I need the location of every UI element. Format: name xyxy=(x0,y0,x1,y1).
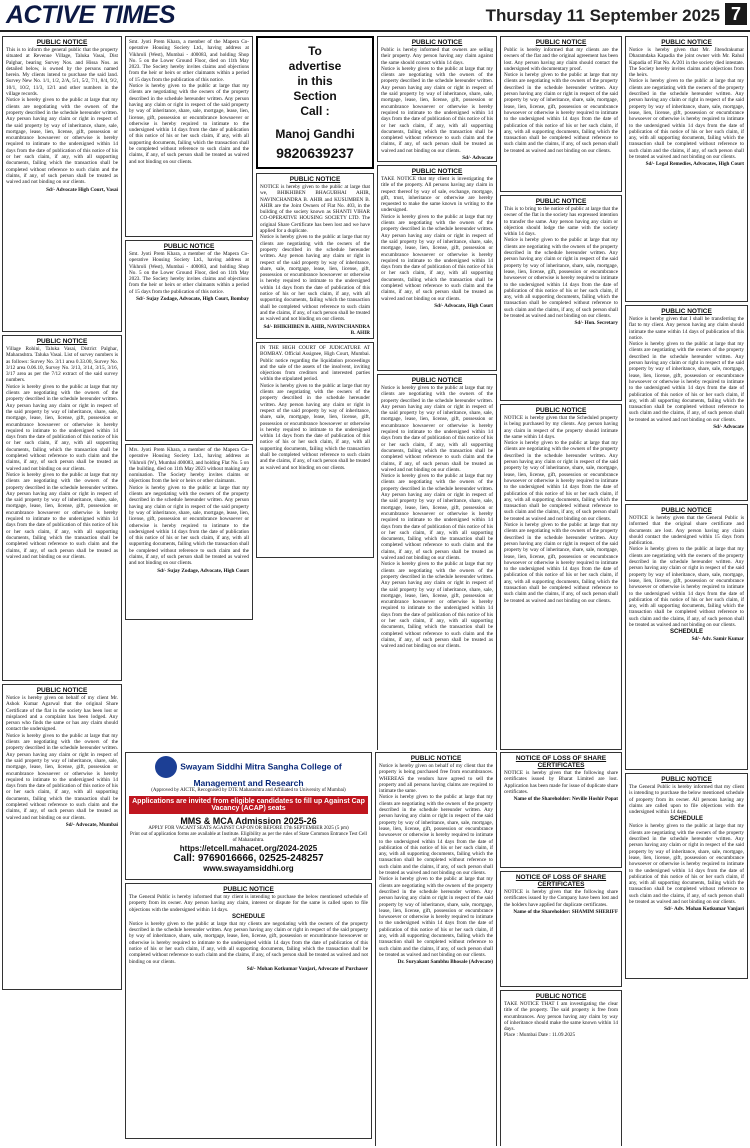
notice-body: Notice is hereby given to the public at large that my clients are negotiating with the owners of the property described in the schedule hereunder written. Any person having any claim or right in respect of the said property by way of inheritance, share, sale, mortgage, lease, lien, license, gift, possession or encumbrance howsoever or otherwise is hereby required to intimate to the undersigned within 14 days from the date of publication of this notice of his or her such claim, if any, with all supporting documents, failing which the transaction shall be completed without reference to such claim and the claims, if any, of such person shall be treated as waived and not binding on our clients. xyxy=(129,484,249,567)
notice-signature: Sd/- Adv. Mohan Kotkumar Vanjari xyxy=(664,906,744,913)
notice-heading: PUBLIC NOTICE xyxy=(223,886,274,893)
notice-body: Notice is hereby given to the public at large that my clients are negotiating with the owners of the property described in the schedule hereunder written. Any person having any claim or right in respect of the said property by way of inheritance, share, sale, mortgage, lease, lien, license, gift, possession or encumbrance howsoever or otherwise is hereby required to intimate to the undersigned within 14 days from the date of publication of this notice of his or her such claim, if any, with all supporting documents, failing which the transaction shall be completed without reference to such claim and the claims, if any, of such person shall be treated as waived and not binding on our clients. xyxy=(6,732,118,821)
public-notice xyxy=(125,444,253,620)
notice-body: Notice is hereby given that I shall be transferring the flat to my client. Any person having any claim should intimate the same within 14 days of publication of this notice. xyxy=(629,316,744,341)
column-2 xyxy=(125,36,253,750)
college-website: www.swayamsiddhi.org xyxy=(203,864,294,873)
notice-heading: PUBLIC NOTICE xyxy=(36,338,88,345)
notice-signature: Sd/- Advocate, High Court xyxy=(434,302,493,309)
notice-body: Notice is hereby given to the public at large that my clients are negotiating with the owners of the property described in the schedule hereunder written. Any person having any claim or right in respect of the said property by way of inheritance, share, sale, mortgage, lease, lien, license, gift, possession or encumbrance howsoever or otherwise is hereby required to intimate to the undersigned within 14 days from the date of publication of this notice of his or her such claim, if any, with all supporting documents, failing which the transaction shall be completed without reference to such claim and the claims, if any, of such person shall be treated as waived and not binding on our clients. xyxy=(379,876,493,958)
ad-contact-name: Manoj Gandhi xyxy=(275,127,355,141)
notice-body: Mrs. Jyoti Prem Khara, a member of the Mapera Co-operative Housing Society Ltd., having address at Vikhroli (W), Mumbai 400083, and holding Flat No. 5 on the building, died on 11th May 2023 without making any nomination. The Society hereby invites claims or objections from the heir or heirs or other claimants. xyxy=(129,447,249,485)
column-4 xyxy=(377,36,497,750)
college-admission-ad xyxy=(125,752,372,880)
notice-body: Village Rohini, Taluka Vasai, District Palghar, Maharashtra. Taluka Vasai. List of survey numbers is as follows: Survey No. 3/11 area 0.33.00, Survey No. 3/12 area 0.06.10, Survey No. 3/13, 3/14, 3/15, 3/16, 3/17 area as per the 7/12 extract of the said survey numbers. xyxy=(6,346,118,384)
public-notice xyxy=(500,36,622,192)
notice-body: Notice is hereby given to the public at large that my clients are negotiating with the owners of the property described in the schedule hereunder written. Any person having any claim or right in respect of the said property by way of inheritance, share, sale, mortgage, lease, lien, license, gift, possession or encumbrance howsoever or otherwise is hereby required to intimate to the undersigned within 14 days from the date of publication of this notice of his or her such claim, if any, with all supporting documents, failing which the transaction shall be completed without reference to such claim and the claims, if any, of such person shall be treated as waived and not binding on our clients. xyxy=(129,83,249,165)
public-notice xyxy=(2,684,122,990)
page-number: 7 xyxy=(725,3,747,25)
public-notice xyxy=(375,752,497,1146)
notice-body: Notice is hereby given to the public at large that my clients are negotiating with the owners of the property described in the schedule hereunder written. Any person having any claim or right in respect of the said property by way of inheritance, share, sale, mortgage, lease, lien, license, gift, possession or encumbrance howsoever or otherwise is hereby required to intimate to the undersigned within 14 days from the date of publication of this notice of his or her such claim, if any, with all supporting documents, failing which the transaction shall be completed without reference to such claim and the claims, if any, of such person shall be treated as waived and not binding on our clients. xyxy=(381,213,493,302)
ad-phone: 9820639237 xyxy=(276,145,354,161)
issue-date: Thursday 11 September 2025 xyxy=(485,6,720,25)
notice-body: Notice is hereby given to the public at large that my clients are negotiating with the owners of the property described in the schedule hereunder written. Any person having any claim or right in respect of the said property by way of inheritance, share, sale, mortgage, lease, lien, license, gift, possession or encumbrance howsoever or otherwise is hereby required to intimate to the undersigned within 14 days from the date of publication of this notice of his or her such claim, if any, with all supporting documents, failing which the transaction shall be completed without reference to such claim and the claims, if any, of such person shall be treated as waived and not binding on our clients. xyxy=(381,385,493,473)
notice-heading: PUBLIC NOTICE xyxy=(411,39,463,46)
notice-body: Smt. Jyoti Prem Khara, a member of the Mapera Co-operative Housing Society Ltd., having address at Vikhroli (West), Mumbai - 400083, and holding Shop No. 5 on the Lower Ground Floor, died on 11th May 2023. The Society hereby invites claims and objections from the heir or heirs or other claimants within a period of 15 days from the publication of this notice. xyxy=(129,39,249,83)
notice-body: Public is hereby informed that owners are selling their property. Any person having any claim against the same should contact within 14 days. xyxy=(381,47,493,66)
lower-right-block xyxy=(500,752,622,1146)
notice-heading: NOTICE OF LOSS OF SHARE CERTIFICATES xyxy=(515,874,607,888)
column-3 xyxy=(256,36,374,750)
notice-heading: PUBLIC NOTICE xyxy=(410,755,462,762)
schedule-heading: SCHEDULE xyxy=(231,913,265,920)
notice-body: Notice is hereby given on behalf of my client Mr. Ashok Kumar Agarwal that the original Share Certificate of the flat in the society has been lost or misplaced and a complaint has been lodged. Any person who finds the same or has any claim should contact the undersigned. xyxy=(6,695,118,733)
admission-banner: Applications are invited from eligible candidates to fill up Against Cap Vacancy (ACAP) seats xyxy=(129,796,368,814)
cet-website: https://etcell.mahacet.org/2024-2025 xyxy=(179,844,318,853)
public-notice xyxy=(625,504,748,770)
notice-body: Notice is hereby given to the public at large that my clients are negotiating with the owners of the property described in the schedule hereunder written. Any person having any claim or right in respect of the said property by way of inheritance, share, sale, mortgage, lease, lien, license, gift, possession or encumbrance howsoever or otherwise is hereby required to intimate to the undersigned within 14 days from the date of publication of this notice of his or her such claim, if any, with all supporting documents, failing which the transaction shall be completed without reference to such claim and the claims, if any, of such person shall be treated as waived and not binding on our clients. xyxy=(629,823,744,906)
notice-signature: Sd/- Adv. Samir Kumar xyxy=(691,636,744,643)
notice-body: Notice is hereby given to the public at large that my clients are negotiating with the owners of the property described in the schedule hereunder written. Any person having any claim or right in respect of the said property by way of inheritance, share, sale, mortgage, lease, lien, license, gift, possession or encumbrance howsoever or otherwise is hereby required to intimate to the undersigned within 14 days from the date of publication of this notice of his or her such claim, if any, with all supporting documents, failing which the transaction shall be completed without reference to such claim and the claims, if any, of such person shall be treated as waived and not binding on our clients. xyxy=(629,341,744,423)
column-5 xyxy=(500,36,622,750)
notice-body: Notice is hereby given to the public at large that my clients are negotiating with the owners of the property described in the schedule hereunder written. Any person having any claim or right in respect of the said property by way of inheritance, share, sale, mortgage, lease, lien, license, gift, possession or encumbrance howsoever or otherwise is hereby required to intimate to the undersigned within 14 days from the date of publication of this notice of his or her such claim, if any, with all supporting documents, failing which the transaction shall be completed without reference to such claim and the claims, if any, of such person shall be treated as waived and not binding on our clients. xyxy=(504,440,618,522)
notice-body: Notice is hereby given to the public at large that my clients are negotiating with the owners of the property described in the schedule hereunder written. Any person having any claim or right in respect of the said property by way of inheritance, share, sale, mortgage, lease, lien, license, gift, possession or encumbrance howsoever or otherwise is hereby required to intimate to the undersigned within 14 days from the date of publication of this notice of his or her such claim, if any, with all supporting documents, failing which the transaction shall be completed without reference to such claim and the claims, if any, of such person shall be treated as waived and not binding on our clients. xyxy=(6,471,118,560)
notice-signature: Name of the Shareholder: Neville Hoshir Popat xyxy=(513,796,618,803)
public-notice xyxy=(2,335,122,681)
college-affiliation: (Approved by AICTE, Recognised by DTE Maharashtra and Affiliated to University of Mumbai) xyxy=(151,788,346,793)
notice-heading: PUBLIC NOTICE xyxy=(661,39,712,46)
college-name: Swayam Siddhi Mitra Sangha College of Management and Research xyxy=(129,756,368,788)
notice-body: Notice is hereby given to the public at large that my clients are negotiating with the owners of the property described in the schedule hereunder written. Any person having any claim or right in respect of the said property by way of inheritance, share, sale, mortgage, lease, lien, license, gift, possession or encumbrance howsoever or otherwise is hereby required to intimate to the undersigned within 14 days from the date of publication of this notice of his or her such claim, if any, with all supporting documents, failing which the transaction shall be completed without reference to such claim and the claims, if any, of such person shall be treated as waived and not binding on our clients. xyxy=(6,97,118,186)
public-notice xyxy=(625,773,748,979)
lower-left-block xyxy=(125,752,372,1146)
notice-heading: PUBLIC NOTICE xyxy=(535,407,587,414)
ad-line: To xyxy=(308,44,322,58)
public-notice xyxy=(625,36,748,302)
notice-body: This is to bring to the notice of public at large that the owner of the flat in the society has expressed intention to transfer the same. Any person having any claim or objection should lodge the same with the society within 14 days. xyxy=(504,206,618,238)
newspaper-title: ACTIVE TIMES xyxy=(6,1,176,29)
notice-signature: Dr. Suryakant Sambhu Bhosale (Advocate) xyxy=(397,959,493,966)
public-notice xyxy=(500,990,622,1146)
notice-body: Public is hereby informed that my clients are the owners of the flat and the original agreement has been lost. Any person having any claim should contact the undersigned with documentary proof. xyxy=(504,47,618,72)
public-notice xyxy=(377,165,497,371)
college-phone: Call: 9769016666, 02525-248257 xyxy=(173,853,324,864)
schedule-heading: SCHEDULE xyxy=(669,816,703,823)
notice-body: Notice is hereby given to the public at large that my clients are negotiating with the owners of the property described in the schedule hereunder written. Any person having any claim or right in respect of the said property by way of inheritance, share, sale, mortgage, lease, lien, license, gift, possession or encumbrance howsoever or otherwise is hereby required to intimate to the undersigned within 14 days from the date of publication of this notice of his or her such claim, if any, with all supporting documents, failing which the transaction shall be completed without reference to such claim and the claims, if any, of such person shall be treated as waived and not binding on our clients. xyxy=(381,473,493,562)
notice-heading: PUBLIC NOTICE xyxy=(36,39,88,46)
notice-body: Notice is hereby given to the public at large that my clients are negotiating with the owners of the property described in the schedule hereunder written. Any person having any claim or right in respect of the said property by way of inheritance, share, sale, mortgage, lease, lien, license, gift, possession or encumbrance howsoever or otherwise is hereby required to intimate to the undersigned within 14 days from the date of publication of this notice of his or her such claim, if any, with all supporting documents, failing which the transaction shall be completed without reference to such claim and the claims, if any, of such person shall be treated as waived and not binding on our clients. xyxy=(504,237,618,320)
public-notice xyxy=(125,36,253,237)
notice-body: Notice is hereby given to the public at large that my clients are negotiating with the owners of the property described in the schedule hereunder written. Any person having any claim or right in respect of the said property by way of inheritance, share, sale, mortgage, lease, lien, license, gift, possession or encumbrance howsoever or otherwise is hereby required to intimate to the undersigned within 14 days from the date of publication of this notice of his or her such claim, if any, with all supporting documents, failing which the transaction shall be completed without reference to such claim and the claims, if any, of such person shall be treated as waived and not binding on our clients. xyxy=(504,522,618,604)
advertise-box xyxy=(256,36,374,169)
notice-body: Notice is hereby given to the public at large that my clients are negotiating with the owners of the property described in the schedule hereunder written. Any person having any claim or right in respect of the said property by way of inheritance, share, sale, mortgage, lease, lien, license, gift, possession or encumbrance howsoever or otherwise is hereby required to intimate to the undersigned within 14 days from the date of publication of this notice of his or her such claim, if any, with all supporting documents, failing which the transaction shall be completed without reference to such claim and the claims, if any, of such person shall be treated as waived and not binding on our clients. xyxy=(629,546,744,629)
notice-body: Notice is hereby given to the public at large that my clients are negotiating with the owners of the property described in the schedule hereunder written. Any person having any claim or right in respect of the said property by way of inheritance, share, sale, mortgage, lease, lien, license, gift, possession or encumbrance howsoever or otherwise is hereby required to intimate to the undersigned within 14 days from the date of publication of this notice of his or her such claim, if any, with all supporting documents, failing which the transaction shall be completed without reference to such claim and the claims, if any, of such person shall be treated as waived and not binding on our clients. xyxy=(6,383,118,472)
notice-heading: PUBLIC NOTICE xyxy=(36,687,88,694)
notice-signature: Sd/- BHIKHIBEN B. AHIR, NAVINCHANDRA B. AHIR xyxy=(263,323,370,336)
public-notice xyxy=(125,240,253,441)
public-notice xyxy=(625,305,748,501)
notice-body: IN THE HIGH COURT OF JUDICATURE AT BOMBAY. Official Assignee, High Court, Mumbai. Public notice regarding the liquidation proceedings and the sale of the assets of the insolvent, inviting objections from creditors and interested parties within the stipulated period. xyxy=(260,345,370,383)
notice-signature: Sd/- Legal Remedies, Advocates, High Court xyxy=(645,161,744,168)
ad-line: advertise xyxy=(288,59,342,73)
eligibility-note: Print out of application forms are available at Institute. Eligibility as per the rules of State Common Entrance Test Cell of Maharashtra. xyxy=(130,832,367,843)
notice-heading: PUBLIC NOTICE xyxy=(661,507,712,514)
notice-body: Notice is hereby given on behalf of my client that the property is being purchased free from encumbrances. WHEREAS the vendors have agreed to sell the property and all persons having claims are required to intimate the same. xyxy=(379,763,493,795)
public-notice xyxy=(377,374,497,750)
ad-line: Section xyxy=(293,89,337,103)
notice-body: This is to inform the general public that the property situated at Revenue Village, Taluka Vasai, Dist Palghar, bearing Survey Nos. and Hissa Nos. as detailed below, is owned by the persons named herein. My clients intend to purchase the said land. Survey New No. 1/1, 1/2, 2/A, 5/1, 5/2, 7/1, 8/4, 9/2, 10/1, 10/2, 11/3, 12/1 and other numbers in the village records. xyxy=(6,47,118,98)
notice-body: NOTICE is hereby given to the public at large that we, BHIKHIBEN BHAGUBHAI AHIR, NAVINCHANDRA B. AHIR and KUSUMBEN B. AHIR are the Joint Owners of Flat No. 403, in the building of the society known as SHANTI VIHAR CO-OPERATIVE HOUSING SOCIETY LTD. The original Share Certificate has been lost and we have applied for a duplicate. xyxy=(260,184,370,235)
notice-body: Notice is hereby given to the public at large that my clients are negotiating with the owners of the property described in the schedule hereunder written. Any person having any claim or right in respect of the said property by way of inheritance, share, sale, mortgage, lease, lien, license, gift, possession or encumbrance howsoever or otherwise is hereby required to intimate to the undersigned within 14 days from the date of publication of this notice of his or her such claim, if any, with all supporting documents, failing which the transaction shall be completed without reference to such claim and the claims, if any, of such person shall be treated as waived and not binding on our clients. xyxy=(260,382,370,471)
notice-heading: PUBLIC NOTICE xyxy=(535,198,587,205)
schedule-heading: SCHEDULE xyxy=(669,629,703,636)
notice-heading: NOTICE OF LOSS OF SHARE CERTIFICATES xyxy=(515,755,607,769)
loss-of-share-notice xyxy=(500,871,622,987)
public-notice xyxy=(377,36,497,162)
notice-heading: PUBLIC NOTICE xyxy=(411,168,463,175)
ad-line: in this xyxy=(297,74,333,88)
notice-body: TAKE NOTICE THAT I am investigating the clear title of the property. The said property is free from encumbrances. Any person having any claim by way of inheritance should make the same known within 14 days. xyxy=(504,1001,618,1033)
notice-body: Notice is hereby given to the public at large that my clients are negotiating with the owners of the property described in the schedule hereunder written. Any person having any claim or right in respect of the said property by way of inheritance, share, sale, mortgage, lease, lien, license, gift, possession or encumbrance howsoever or otherwise is hereby required to intimate to the undersigned within 14 days from the date of publication of this notice of his or her such claim, if any, with all supporting documents, failing which the transaction shall be completed without reference to such claim and the claims, if any, of such person shall be treated as waived and not binding on our clients. xyxy=(629,78,744,161)
deadline-note: APPLY FOR VACANT SEATS AGAINST CAP ON OR BEFORE 17th SEPTEMBER 2025 (5 pm) xyxy=(148,826,349,831)
notice-body: Notice is hereby given to the public at large that my clients are negotiating with the owners of the property described in the schedule hereunder written. Any person having any claim or right in respect of the said property by way of inheritance, share, sale, mortgage, lease, lien, license, gift, possession or encumbrance howsoever or otherwise is hereby required to intimate to the undersigned within 14 days from the date of publication of this notice of his or her such claim, if any, with all supporting documents, failing which the transaction shall be completed without reference to such claim and the claims, if any, of such person shall be treated as waived and not binding on our clients. xyxy=(260,234,370,323)
notice-heading: PUBLIC NOTICE xyxy=(661,308,712,315)
public-notice xyxy=(256,173,374,339)
public-notice xyxy=(125,883,372,1139)
notice-signature: Sd/- Mohan Kotkumar Vanjari, Advocate of Purchaser xyxy=(246,965,368,972)
notice-signature: Sd/- Advocate xyxy=(462,155,493,162)
ad-line: Call : xyxy=(300,104,330,118)
notice-body: Notice is hereby given to the public at large that my clients are negotiating with the owners of the property described in the schedule hereunder written. Any person having any claim or right in respect of the said property by way of inheritance, share, sale, mortgage, lease, lien, license, gift, possession or encumbrance howsoever or otherwise is hereby required to intimate to the undersigned within 14 days from the date of publication of this notice of his or her such claim, if any, with all supporting documents, failing which the transaction shall be completed without reference to such claim and the claims, if any, of such person shall be treated as waived and not binding on our clients. xyxy=(379,794,493,877)
notice-body: Notice is hereby given to the public at large that my clients are negotiating with the owners of the property described in the schedule hereunder written. Any person having any claim or right in respect of the said property by way of inheritance, share, sale, mortgage, lease, lien, license, gift, possession or encumbrance howsoever or otherwise is hereby required to intimate to the undersigned within 14 days from the date of publication of this notice of his or her such claim, if any, with all supporting documents, failing which the transaction shall be completed without reference to such claim and the claims, if any, of such person shall be treated as waived and not binding on our clients. xyxy=(504,72,618,154)
notice-signature: Sd/- Advocate High Court, Vasai xyxy=(46,186,118,193)
notice-body: Notice is hereby given to the public at large that my clients are negotiating with the owners of the property described in the schedule hereunder written. Any person having any claim or right in respect of the said property by way of inheritance, share, sale, mortgage, lease, lien, license, gift, possession or encumbrance howsoever or otherwise is hereby required to intimate to the undersigned within 14 days from the date of publication of this notice of his or her such claim, if any, with all supporting documents, failing which the transaction shall be completed without reference to such claim and the claims, if any, of such person shall be treated as waived and not binding on our clients. xyxy=(381,561,493,650)
notice-heading: PUBLIC NOTICE xyxy=(411,377,463,384)
lower-middle-block xyxy=(375,752,497,1146)
notice-heading: PUBLIC NOTICE xyxy=(535,993,587,1000)
notice-body: NOTICE is hereby given that the Scheduled property is being purchased by my clients. Any person having any claim in respect of the property should intimate the same within 14 days. xyxy=(504,415,618,440)
notice-body: NOTICE is hereby given that the following share certificates issued by Bharat Limited are lost. Application has been made for issue of duplicate share certificates. xyxy=(504,770,618,795)
notice-signature: Sd/- Hon. Secretary xyxy=(574,320,618,327)
public-notice xyxy=(2,36,122,332)
column-1 xyxy=(2,36,122,1146)
notice-signature: Name of the Shareholder: SHAMIM SHERIFF xyxy=(513,908,618,915)
notice-signature: Sd/- Sujay Zodage, Advocate, High Court, Bombay xyxy=(136,296,249,303)
masthead xyxy=(0,0,750,32)
notice-heading: PUBLIC NOTICE xyxy=(289,176,341,183)
notice-heading: PUBLIC NOTICE xyxy=(535,39,587,46)
notice-body: Place : Mumbai Date : 11.09.2025 xyxy=(504,1032,576,1039)
notice-body: NOTICE is hereby given that the General Public is informed that the original share certificate and documents are lost. Any person having any claim should contact the undersigned within 15 days from publication. xyxy=(629,515,744,547)
court-notice xyxy=(256,342,374,558)
notice-heading: PUBLIC NOTICE xyxy=(163,243,215,250)
notice-body: The General Public is hereby informed that my client is intending to purchase the below mentioned schedule of property from its owner. Any person having any claim, interest or dispute for the same is called upon to file objections with the undersigned within 14 days. xyxy=(129,894,368,913)
notice-signature: Sd/- Sujay Zodage, Advocate, High Court xyxy=(157,567,249,574)
public-notice xyxy=(500,404,622,750)
notice-signature: Sd/- Advocate, Mumbai xyxy=(65,821,118,828)
notice-body: Smt. Jyoti Prem Khara, a member of the Mapera Co-operative Housing Society Ltd., having address at Vikhroli (West), Mumbai - 400083, and holding Shop No. 5 on the Lower Ground Floor, died on 11th May 2023. The Society hereby invites claims and objections from the heir or heirs or other claimants within a period of 15 days from the publication of this notice. xyxy=(129,251,249,295)
notice-heading: PUBLIC NOTICE xyxy=(661,776,712,783)
notice-body: The General Public is hereby informed that my client is intending to purchase the below mentioned schedule of property from its owner. All persons having any claims are called upon to file objections with the undersigned within 14 days. xyxy=(629,784,744,816)
public-notice xyxy=(500,195,622,401)
notice-body: TAKE NOTICE that my client is investigating the title of the property. All persons having any claim in respect thereof by way of sale, exchange, mortgage, gift, trust, inheritance or otherwise are hereby requested to make the same known in writing to the undersigned. xyxy=(381,176,493,214)
notice-body: NOTICE is hereby given that the following share certificates issued by the Company have been lost and the holders have applied for duplicate certificates. xyxy=(504,889,618,908)
notice-body: Notice is hereby given to the public at large that my clients are negotiating with the owners of the property described in the schedule hereunder written. Any person having any claim or right in respect of the said property by way of inheritance, share, sale, mortgage, lease, lien, license, gift, possession or encumbrance howsoever or otherwise is hereby required to intimate to the undersigned within 14 days from the date of publication of this notice of his or her such claim, if any, with all supporting documents, failing which the transaction shall be completed without reference to such claim and the claims, if any, of such person shall be treated as waived and not binding on our clients. xyxy=(381,65,493,154)
column-6 xyxy=(625,36,748,1146)
loss-of-share-notice xyxy=(500,752,622,868)
notice-body: Notice is hereby given to the public at large that my clients are negotiating with the owners of the property described in the schedule hereunder written. Any person having any claim or right in respect of the said property by way of inheritance, share, sale, mortgage, lease, lien, license, gift, possession or encumbrance howsoever or otherwise is hereby required to intimate to the undersigned within 14 days from the date of publication of this notice of his or her such claim, if any, with all supporting documents, failing which the transaction shall be completed without reference to such claim and the claims, if any, of such person shall be treated as waived and not binding on our clients. xyxy=(129,920,368,965)
notice-body: Notice is hereby given that Mr. Jitendrakumar Dharamdaka Kapadia the joint owner with Mr. Rahul Kapadia of Flat No. A/201 in the society died intestate. The Society hereby invites claims and objections from the heirs. xyxy=(629,47,744,79)
notice-signature: Sd/- Advocate xyxy=(713,424,744,431)
college-logo-icon xyxy=(155,756,177,778)
course-title: MMS & MCA Admission 2025-26 xyxy=(180,816,317,826)
